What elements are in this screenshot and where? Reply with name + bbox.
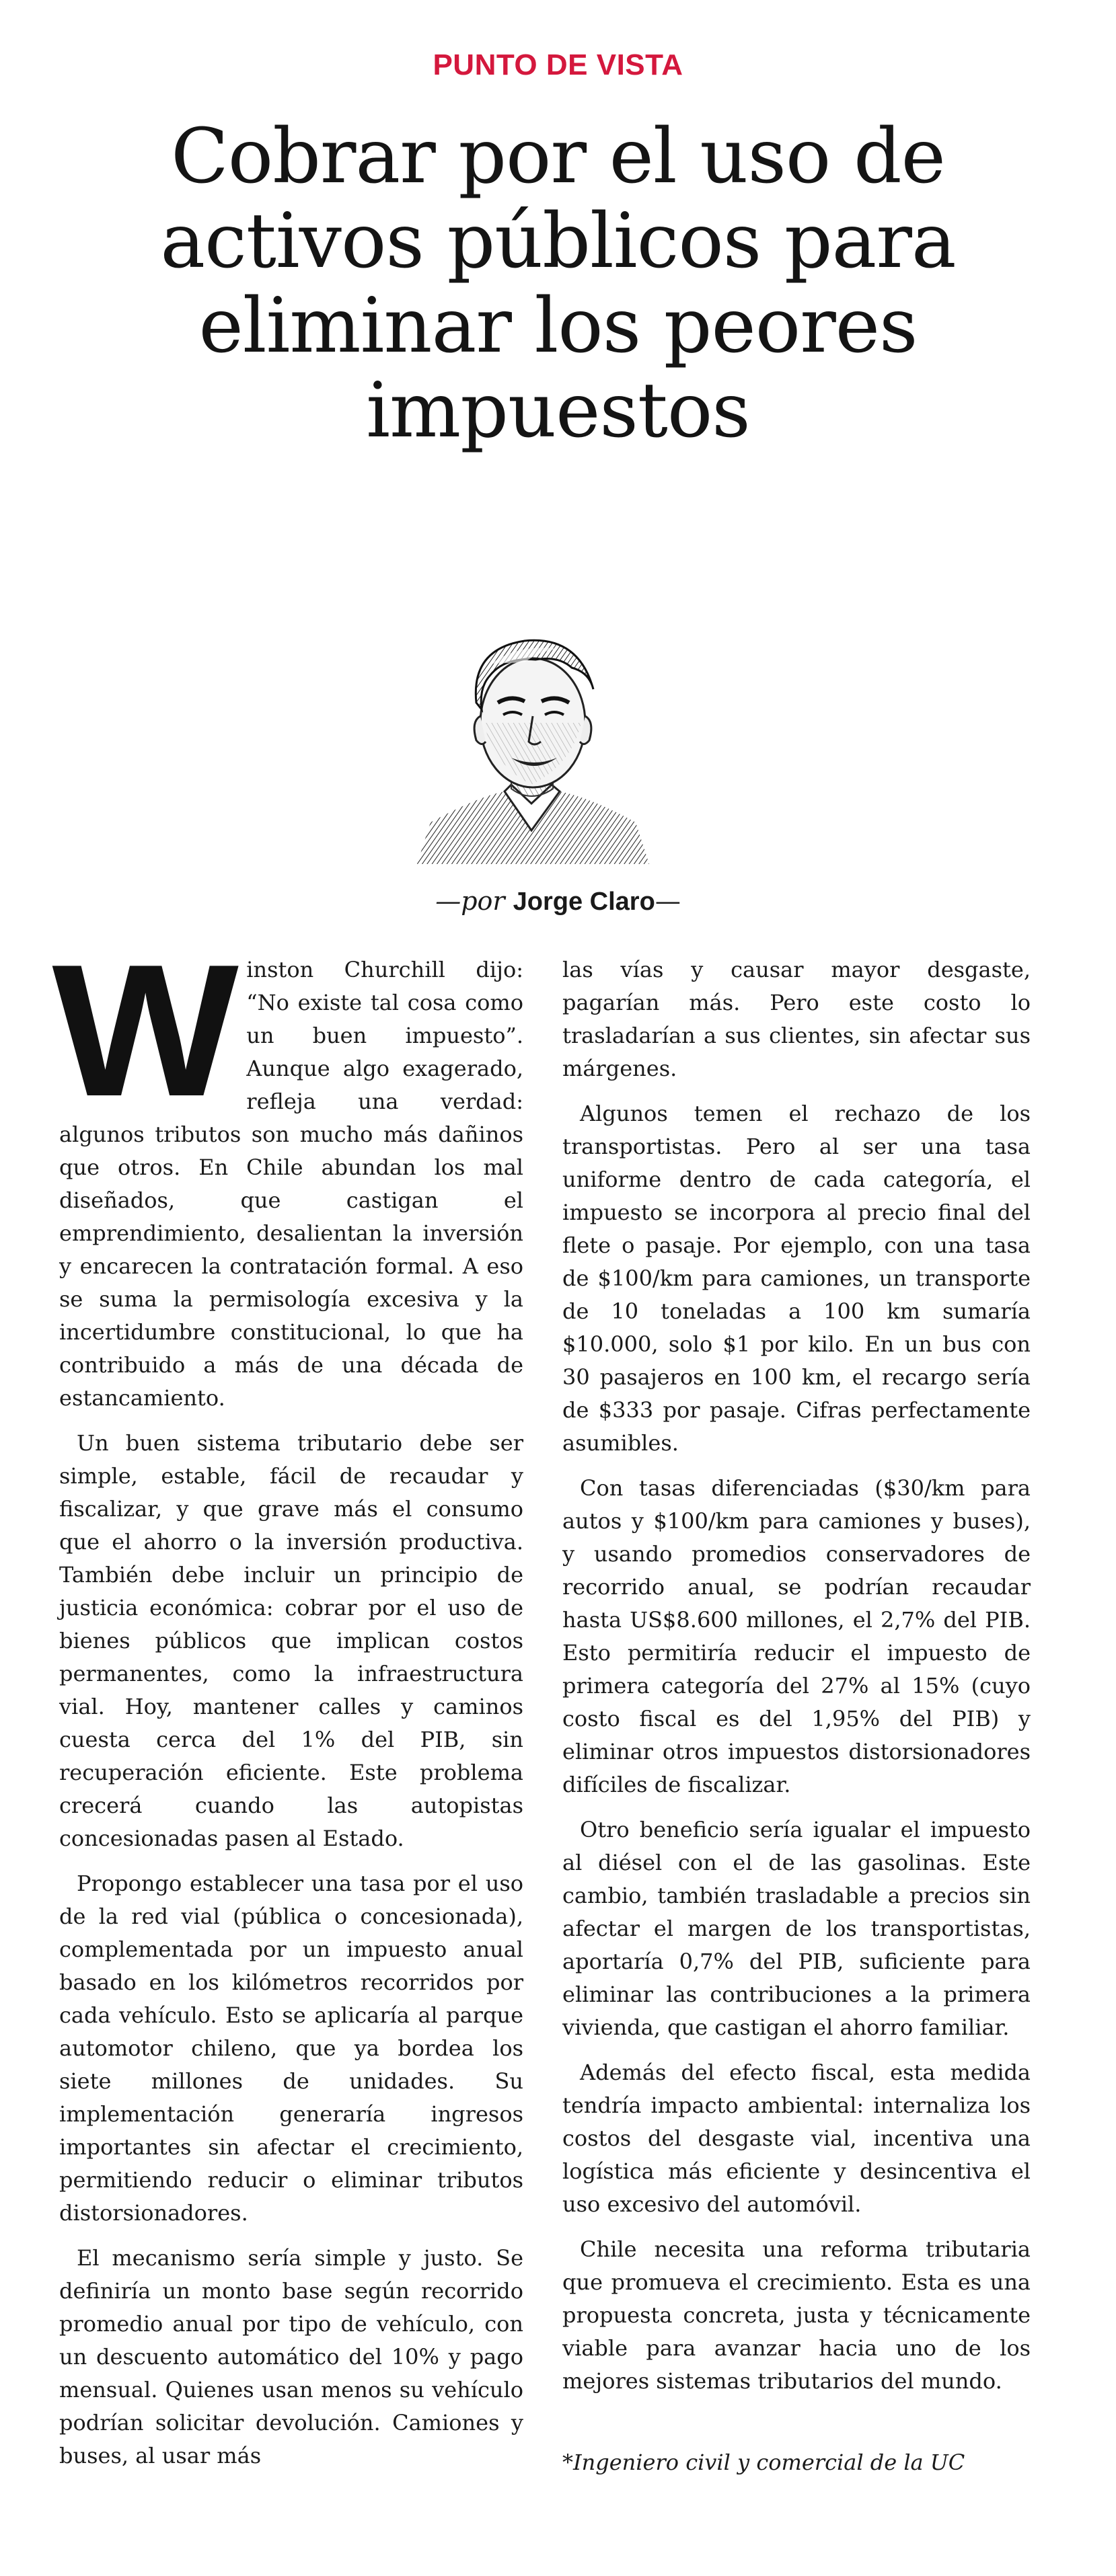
section-label: PUNTO DE VISTA bbox=[433, 48, 683, 81]
headline: Cobrar por el uso de activos públicos para eliminar los peores impuestos bbox=[160, 113, 956, 455]
byline-suffix: — bbox=[655, 886, 681, 916]
drop-cap: W bbox=[52, 926, 239, 1136]
article-paragraph: Un buen sistema tributario debe ser simple, estable, fácil de recaudar y fiscalizar, y que grave más el consumo que el ahorro o la inversión productiva. También debe incluir un principio de justicia económica: cobrar por el uso de bienes públicos que implican costos permanentes, como la infraestructura vial. Hoy, mantener calles y caminos cuesta cerca del 1% del PIB, sin recuperación eficiente. Este problema crecerá cuando las autopistas concesionadas pasen al Estado. bbox=[59, 1430, 523, 1851]
article-paragraph: Propongo establecer una tasa por el uso de la red vial (pública o concesionada), complementada por un impuesto anual basado en los kilómetros recorridos por cada vehículo. Esto se aplicaría al parque automotor chileno, que ya bordea los siete millones de unidades. Su implementación generaría ingresos importantes sin afectar el crecimiento, permitiendo reducir o eliminar tributos distorsionadores. bbox=[59, 1871, 523, 2226]
article-column-left bbox=[52, 926, 523, 2485]
author-portrait bbox=[404, 609, 659, 864]
article-paragraph: Con tasas diferenciadas ($30/km para autos y $100/km para camiones y buses), y usando promedios conservadores de recorrido anual, se podrían recaudar hasta US$8.600 millones, el 2,7% del PIB. Esto permitiría reducir el impuesto de primera categoría del 27% al 15% (cuyo costo fiscal es del 1,95% del PIB) y eliminar otros impuestos distorsionadores difíciles de fiscalizar. bbox=[562, 1475, 1031, 1797]
article-paragraph: las vías y causar mayor desgaste, pagarían más. Pero este costo lo trasladarían a sus clientes, sin afectar sus márgenes. bbox=[562, 957, 1031, 1081]
article-column-right bbox=[562, 953, 1031, 2410]
byline bbox=[0, 886, 1116, 916]
article-paragraph: Winston Churchill dijo: “No existe tal cosa como un buen impuesto”. Aunque algo exagerado, refleja una verdad: algunos tributos son mucho más dañinos que otros. En Chile abundan los mal diseñados, que castigan el emprendimiento, desalientan la inversión y encarecen la contratación formal. A eso se suma la permisología excesiva y la incertidumbre constitucional, lo que ha contribuido a más de una década de estancamiento. bbox=[52, 926, 523, 1411]
author-footnote: *Ingeniero civil y comercial de la UC bbox=[562, 2450, 965, 2475]
byline-prefix: —por bbox=[435, 886, 513, 916]
article-paragraph: Chile necesita una reforma tributaria que promueva el crecimiento. Esta es una propuesta concreta, justa y técnicamente viable para avanzar hacia uno de los mejores sistemas tributarios del mundo. bbox=[562, 2236, 1031, 2394]
article-paragraph: Además del efecto fiscal, esta medida tendría impacto ambiental: internaliza los costos del desgaste vial, incentiva una logística más eficiente y desincentiva el uso excesivo del automóvil. bbox=[562, 2060, 1031, 2217]
article-paragraph: El mecanismo sería simple y justo. Se definiría un monto base según recorrido promedio anual por tipo de vehículo, con un descuento automático del 10% y pago mensual. Quienes usan menos su vehículo podrían solicitar devolución. Camiones y buses, al usar más bbox=[59, 2245, 523, 2468]
article-paragraph: Algunos temen el rechazo de los transportistas. Pero al ser una tasa uniforme dentro de cada categoría, el impuesto se incorpora al precio final del flete o pasaje. Por ejemplo, con una tasa de $100/km para camiones, un transporte de 10 toneladas a 100 km sumaría $10.000, solo $1 por kilo. En un bus con 30 pasajeros en 100 km, el recargo sería de $333 por pasaje. Cifras perfectamente asumibles. bbox=[562, 1101, 1031, 1456]
article-paragraph: Otro beneficio sería igualar el impuesto al diésel con el de las gasolinas. Este cambio, también trasladable a precios sin afectar el margen de los transportistas, aportaría 0,7% del PIB, suficiente para eliminar las contribuciones a la primera vivienda, que castigan el ahorro familiar. bbox=[562, 1817, 1031, 2040]
byline-author: Jorge Claro bbox=[513, 888, 655, 916]
